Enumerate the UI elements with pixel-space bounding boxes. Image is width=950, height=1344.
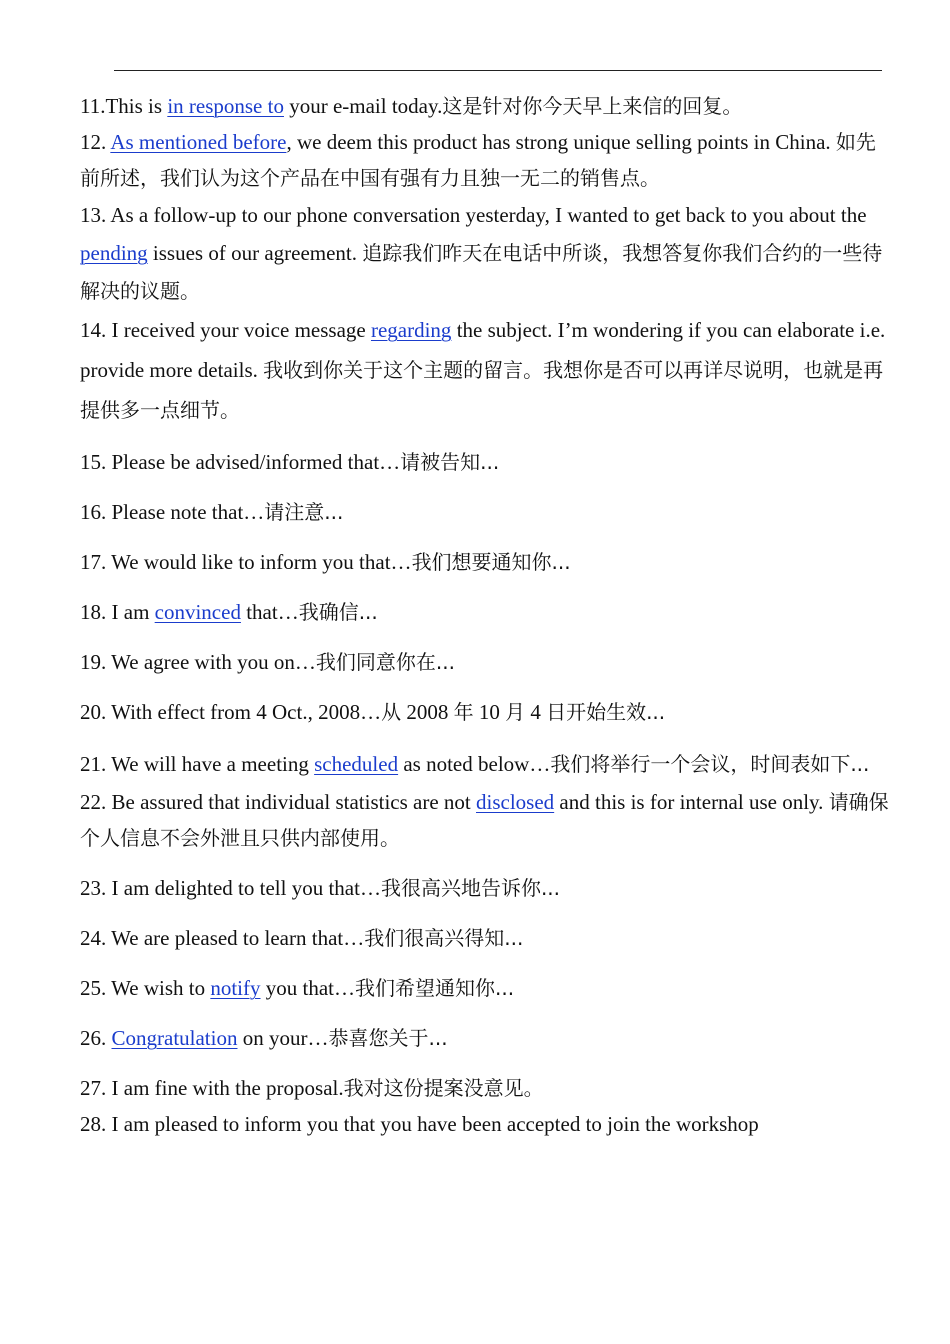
english-text: your e-mail today.: [283, 94, 443, 118]
english-text: 2008: [401, 700, 454, 724]
chinese-translation: 我收到你关于这个主题的留言。我想你是否可以再详尽说明，也就是再提供多一点细节。: [80, 358, 884, 422]
english-text: 18. I am: [80, 600, 155, 624]
chinese-translation: 这是针对你今天早上来信的回复。: [442, 94, 743, 118]
phrase-entry-21: [80, 744, 890, 784]
english-text: 22. Be assured that individual statistics are not: [80, 790, 477, 814]
phrase-entry-14: [80, 310, 890, 430]
term-link[interactable]: pending: [80, 241, 148, 265]
english-text: the subject. I’m wondering if you can elaborate i.e. provide more details.: [80, 318, 886, 382]
term-link[interactable]: disclosed: [476, 790, 555, 814]
phrase-entry-25: [80, 970, 890, 1006]
phrase-entry-23: [80, 870, 890, 906]
english-text: 15. Please be advised/informed that…: [80, 450, 401, 474]
chinese-translation: 日开始生效...: [546, 700, 666, 724]
english-text: you that…: [260, 976, 356, 1000]
term-link[interactable]: As mentioned before: [110, 130, 287, 154]
phrase-entry-16: [80, 494, 890, 530]
chinese-translation: 我们很高兴得知...: [364, 926, 524, 950]
phrase-entry-28: [80, 1106, 890, 1142]
english-text: 11.This is: [80, 94, 168, 118]
english-text: 17. We would like to inform you that…: [80, 550, 412, 574]
chinese-translation: 我确信...: [298, 600, 378, 624]
chinese-translation: 我们同意你在...: [315, 650, 455, 674]
english-text: 25. We wish to: [80, 976, 211, 1000]
english-text: 27. I am fine with the proposal.: [80, 1076, 344, 1100]
chinese-translation: 如先前所述，我们认为这个产品在中国有强有力且独一无二的销售点。: [80, 130, 876, 190]
english-text: issues of our agreement.: [147, 241, 363, 265]
chinese-translation: 追踪我们昨天在电话中所谈，我想答复你我们合约的一些待解决的议题。: [80, 241, 883, 303]
phrase-entry-20: [80, 694, 890, 730]
chinese-translation: 我们想要通知你...: [411, 550, 571, 574]
chinese-translation: 从: [381, 700, 402, 724]
phrase-entry-19: [80, 644, 890, 680]
phrase-list: [80, 88, 890, 1142]
header-rule: [114, 70, 882, 71]
english-text: 13. As a follow-up to our phone conversation yesterday, I wanted to get back to you about the: [80, 203, 867, 227]
chinese-translation: 我对这份提案没意见。: [343, 1076, 544, 1100]
english-text: 10: [473, 700, 506, 724]
chinese-translation: 请注意...: [264, 500, 344, 524]
english-text: as noted below…: [398, 752, 551, 776]
english-text: 20. With effect from 4 Oct., 2008…: [80, 700, 382, 724]
term-link[interactable]: regarding: [370, 318, 452, 342]
english-text: 12.: [80, 130, 111, 154]
english-text: 4: [525, 700, 547, 724]
term-link[interactable]: scheduled: [314, 752, 399, 776]
chinese-translation: 我们希望通知你...: [355, 976, 515, 1000]
english-text: 19. We agree with you on…: [80, 650, 316, 674]
phrase-entry-18: [80, 594, 890, 630]
chinese-translation: 月: [505, 700, 526, 724]
english-text: 21. We will have a meeting: [80, 752, 315, 776]
chinese-translation: 我们将举行一个会议，时间表如下...: [550, 752, 870, 776]
english-text: 28. I am pleased to inform you that you have been accepted to join the workshop: [80, 1112, 759, 1136]
chinese-translation: 请确保个人信息不会外泄且只供内部使用。: [80, 790, 889, 850]
english-text: 24. We are pleased to learn that…: [80, 926, 365, 950]
phrase-entry-26: [80, 1020, 890, 1056]
term-link[interactable]: in response to: [167, 94, 284, 118]
term-link[interactable]: Congratulation: [111, 1026, 238, 1050]
english-text: 14. I received your voice message: [80, 318, 371, 342]
phrase-entry-11: [80, 88, 890, 124]
chinese-translation: 年: [453, 700, 474, 724]
english-text: 26.: [80, 1026, 112, 1050]
term-link[interactable]: notify: [210, 976, 261, 1000]
english-text: 23. I am delighted to tell you that…: [80, 876, 381, 900]
chinese-translation: 请被告知...: [400, 450, 500, 474]
chinese-translation: 恭喜您关于...: [328, 1026, 448, 1050]
phrase-entry-17: [80, 544, 890, 580]
phrase-entry-15: [80, 444, 890, 480]
phrase-entry-13: [80, 196, 890, 310]
english-text: that…: [240, 600, 299, 624]
term-link[interactable]: convinced: [154, 600, 241, 624]
english-text: and this is for internal use only.: [554, 790, 829, 814]
chinese-translation: 我很高兴地告诉你...: [380, 876, 561, 900]
phrase-entry-24: [80, 920, 890, 956]
phrase-entry-22: [80, 784, 890, 856]
english-text: , we deem this product has strong unique selling points in China.: [286, 130, 836, 154]
english-text: on your…: [237, 1026, 329, 1050]
english-text: 16. Please note that…: [80, 500, 265, 524]
phrase-entry-12: [80, 124, 890, 196]
phrase-entry-27: [80, 1070, 890, 1106]
